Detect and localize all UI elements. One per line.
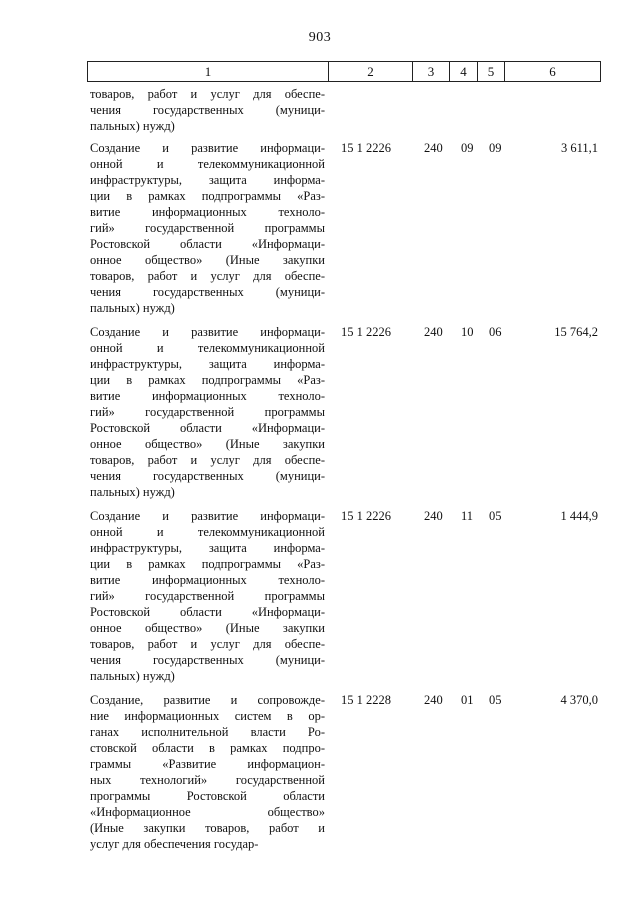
- description-line: чения государственных (муници-: [90, 653, 325, 667]
- row-description: [87, 508, 325, 684]
- description-line: инфраструктуры, защита информа-: [90, 541, 325, 555]
- budget-rows: [87, 86, 600, 852]
- description-line: онное общество» (Иные закупки: [90, 253, 325, 267]
- row-subsection: 09: [489, 141, 502, 155]
- column-header-5: 5: [478, 62, 505, 82]
- description-line: товаров, работ и услуг для обеспе-: [90, 637, 325, 651]
- table-row: [87, 692, 600, 852]
- description-line: ции в рамках подпрограммы «Раз-: [90, 189, 325, 203]
- description-line: пальных) нужд): [90, 485, 175, 499]
- row-expense-type: 240: [424, 509, 443, 523]
- description-line: ции в рамках подпрограммы «Раз-: [90, 373, 325, 387]
- description-line: Создание и развитие информаци-: [90, 325, 325, 339]
- description-line: чения государственных (муници-: [90, 285, 325, 299]
- page-number: 903: [308, 30, 332, 45]
- row-description: [87, 140, 325, 316]
- row-section: 10: [461, 325, 474, 339]
- description-line: гий» государственной программы: [90, 221, 325, 235]
- description-line: витие информационных техноло-: [90, 205, 325, 219]
- description-line: товаров, работ и услуг для обеспе-: [90, 87, 325, 101]
- column-header-3: 3: [413, 62, 450, 82]
- row-amount: 1 444,9: [560, 509, 598, 523]
- description-line: онной и телекоммуникационной: [90, 525, 325, 539]
- description-line: ние информационных систем в ор-: [90, 709, 325, 723]
- row-amount: 3 611,1: [560, 141, 598, 155]
- description-line: онное общество» (Иные закупки: [90, 437, 325, 451]
- row-subsection: 06: [489, 325, 502, 339]
- description-line: ных технологий» государственной: [90, 773, 325, 787]
- row-target-code: 15 1 2226: [341, 141, 391, 155]
- row-description: [87, 324, 325, 500]
- row-description: [87, 86, 325, 134]
- row-description: [87, 692, 325, 852]
- description-line: онное общество» (Иные закупки: [90, 621, 325, 635]
- description-line: Создание и развитие информаци-: [90, 141, 325, 155]
- column-header-table: [87, 61, 601, 82]
- description-line: Создание, развитие и сопровожде-: [90, 693, 325, 707]
- row-target-code: 15 1 2226: [341, 509, 391, 523]
- description-line: гий» государственной программы: [90, 589, 325, 603]
- row-target-code: 15 1 2228: [341, 693, 391, 707]
- description-line: услуг для обеспечения государ-: [90, 837, 259, 851]
- description-line: стовской области в рамках подпро-: [90, 741, 325, 755]
- row-expense-type: 240: [424, 693, 443, 707]
- description-line: пальных) нужд): [90, 669, 175, 683]
- description-line: ганах исполнительной власти Ро-: [90, 725, 325, 739]
- description-line: (Иные закупки товаров, работ и: [90, 821, 325, 835]
- description-line: программы Ростовской области: [90, 789, 325, 803]
- description-line: чения государственных (муници-: [90, 469, 325, 483]
- row-expense-type: 240: [424, 141, 443, 155]
- description-line: Создание и развитие информаци-: [90, 509, 325, 523]
- table-row: [87, 86, 600, 134]
- table-row: [87, 324, 600, 500]
- description-line: ции в рамках подпрограммы «Раз-: [90, 557, 325, 571]
- column-header-2: 2: [329, 62, 413, 82]
- description-line: онной и телекоммуникационной: [90, 341, 325, 355]
- description-line: чения государственных (муници-: [90, 103, 325, 117]
- description-line: граммы «Развитие информацион-: [90, 757, 325, 771]
- description-line: гий» государственной программы: [90, 405, 325, 419]
- row-subsection: 05: [489, 509, 502, 523]
- description-line: Ростовской области «Информаци-: [90, 237, 325, 251]
- column-header-4: 4: [450, 62, 478, 82]
- description-line: пальных) нужд): [90, 119, 175, 133]
- description-line: пальных) нужд): [90, 301, 175, 315]
- column-header-row: [88, 62, 601, 82]
- row-section: 09: [461, 141, 474, 155]
- row-target-code: 15 1 2226: [341, 325, 391, 339]
- row-amount: 4 370,0: [560, 693, 598, 707]
- description-line: инфраструктуры, защита информа-: [90, 173, 325, 187]
- column-header-6: 6: [505, 62, 601, 82]
- description-line: витие информационных техноло-: [90, 573, 325, 587]
- description-line: витие информационных техноло-: [90, 389, 325, 403]
- description-line: инфраструктуры, защита информа-: [90, 357, 325, 371]
- column-header-1: 1: [88, 62, 329, 82]
- row-section: 01: [461, 693, 474, 707]
- description-line: товаров, работ и услуг для обеспе-: [90, 453, 325, 467]
- description-line: онной и телекоммуникационной: [90, 157, 325, 171]
- description-line: товаров, работ и услуг для обеспе-: [90, 269, 325, 283]
- description-line: Ростовской области «Информаци-: [90, 421, 325, 435]
- row-section: 11: [461, 509, 474, 523]
- row-amount: 15 764,2: [554, 325, 598, 339]
- row-expense-type: 240: [424, 325, 443, 339]
- description-line: Ростовской области «Информаци-: [90, 605, 325, 619]
- table-row: [87, 508, 600, 684]
- row-subsection: 05: [489, 693, 502, 707]
- description-line: «Информационное общество»: [90, 805, 325, 819]
- table-row: [87, 140, 600, 316]
